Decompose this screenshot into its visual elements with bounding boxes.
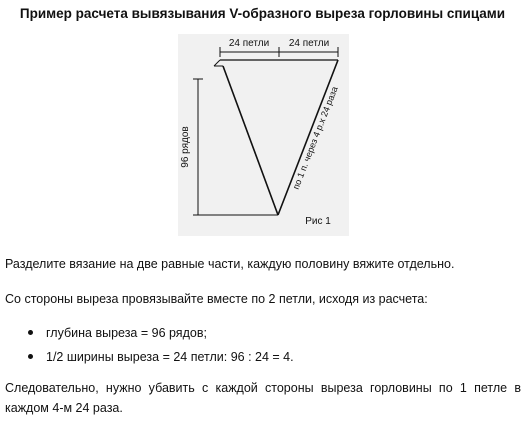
- list-item: [26, 321, 294, 345]
- paragraph-conclusion: Следовательно, нужно убавить с каждой стороны выреза горловины по 1 петле в каждом 4-м 24 раза.: [5, 381, 521, 415]
- height-label: 96 рядов: [180, 126, 191, 168]
- paragraph-split-knitting: Разделите вязание на две равные части, каждую половину вяжите отдельно.: [5, 257, 455, 271]
- list-item-text: глубина выреза = 96 рядов;: [46, 326, 207, 340]
- bullet-icon: [28, 354, 33, 359]
- list-item-text: 1/2 ширины выреза = 24 петли: 96 : 24 = 4.: [46, 350, 294, 364]
- v-neck-left-side: [223, 66, 278, 215]
- width-label-left: 24 петли: [228, 38, 270, 49]
- diagram-svg: [178, 34, 349, 236]
- v-neck-diagram: [178, 34, 349, 236]
- slope-label: по 1 п. через 4 р.х 24 раза: [290, 85, 340, 191]
- v-neck-right-side: [278, 60, 338, 215]
- paragraph-decrease-method: Со стороны выреза провязывайте вместе по 2 петли, исходя из расчета:: [5, 292, 428, 306]
- neck-top-left-corner: [214, 60, 220, 66]
- list-item: [26, 345, 294, 369]
- width-label-right: 24 петли: [288, 38, 330, 49]
- bullet-icon: [28, 330, 33, 335]
- page-title: Пример расчета вывязывания V-образного выреза горловины спицами: [19, 6, 506, 21]
- figure-caption: Рис 1: [305, 216, 331, 227]
- calculation-list: [26, 321, 294, 369]
